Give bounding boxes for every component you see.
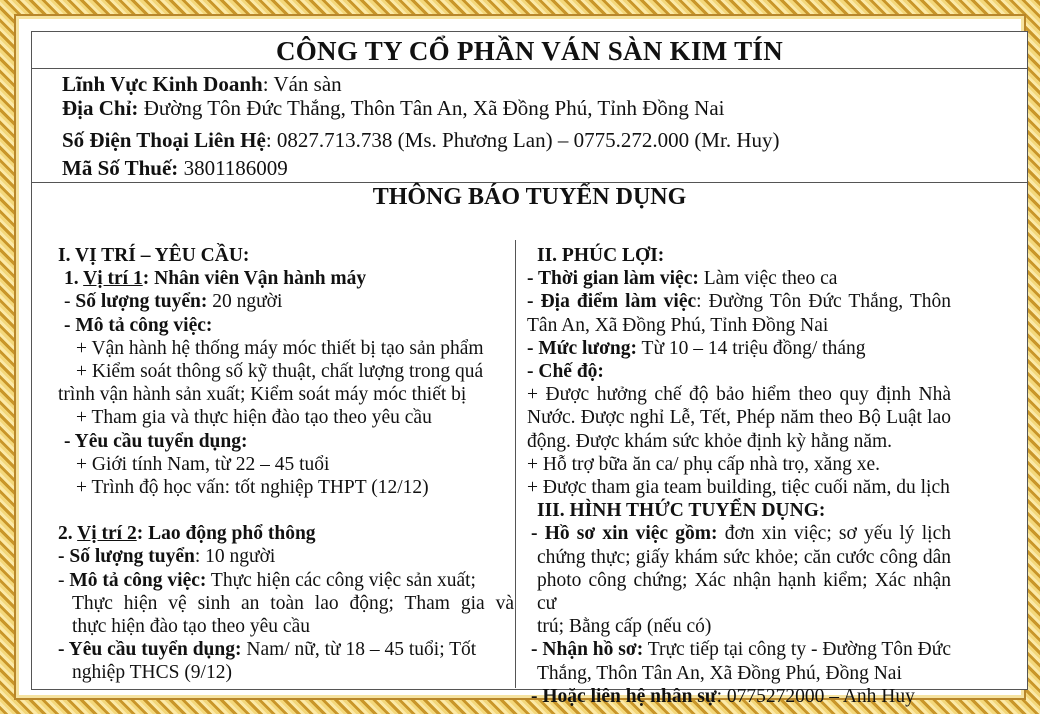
position-2-title: Lao động phổ thông	[148, 523, 316, 545]
position-2-description: - Mô tả công việc: Thực hiện các công việc sản xuất;	[58, 569, 476, 591]
work-time: - Thời gian làm việc: Làm việc theo ca	[527, 268, 838, 290]
business-field-value: Ván sàn	[273, 72, 342, 96]
regime-label: - Chế độ:	[527, 361, 604, 383]
notice-title: THÔNG BÁO TUYỂN DỤNG	[372, 184, 687, 210]
receive-documents: - Nhận hồ sơ: Trực tiếp tại công ty - Đường Tôn Đức	[531, 639, 951, 661]
list-item: + Tham gia và thực hiện đào tạo theo yêu cầu	[76, 407, 432, 429]
position-1-heading: 1. Vị trí 1: Nhân viên Vận hành máy	[64, 268, 367, 290]
benefits-title: II. PHÚC LỢI:	[537, 245, 665, 266]
text-line: photo công chứng; Xác nhận hạnh kiểm; Xác nhận cư	[537, 569, 951, 615]
position-1-quantity: - Số lượng tuyển: 20 người	[64, 291, 283, 313]
position-1-label: Vị trí 1	[83, 268, 143, 290]
position-2-quantity: - Số lượng tuyển: 10 người	[58, 546, 276, 568]
position-2-requirements: - Yêu cầu tuyển dụng: Nam/ nữ, từ 18 – 45 tuổi; Tốt	[58, 639, 477, 661]
documents: - Hồ sơ xin việc gồm: đơn xin việc; sơ yếu lý lịch	[531, 523, 951, 545]
address-value: Đường Tôn Đức Thắng, Thôn Tân An, Xã Đồng Phú, Tỉnh Đồng Nai	[143, 96, 725, 120]
address	[62, 96, 725, 120]
company-name: CÔNG TY CỔ PHẦN VÁN SÀN KIM TÍN	[275, 36, 784, 66]
list-item: + Giới tính Nam, từ 22 – 45 tuổi	[76, 453, 330, 475]
section-title: I. VỊ TRÍ – YÊU CẦU:	[58, 245, 250, 266]
salary: - Mức lương: Từ 10 – 14 triệu đồng/ tháng	[527, 337, 866, 359]
address-label: Địa Chỉ:	[62, 96, 139, 120]
list-item: + Kiểm soát thông số kỹ thuật, chất lượng trong quá	[76, 361, 484, 383]
text-line: + Được hưởng chế độ bảo hiểm theo quy định Nhà	[527, 384, 951, 406]
tax-code-label: Mã Số Thuế:	[62, 156, 179, 180]
text-line: động. Được khám sức khỏe định kỳ hằng năm.	[527, 430, 893, 452]
position-2-heading: 2. Vị trí 2: Lao động phổ thông	[58, 523, 316, 545]
business-field: Lĩnh Vực Kinh Doanh: Ván sàn	[62, 72, 342, 96]
phone: Số Điện Thoại Liên Hệ: 0827.713.738 (Ms. Phương Lan) – 0775.272.000 (Mr. Huy)	[62, 128, 780, 152]
divider	[32, 182, 1027, 183]
phone-value: 0827.713.738 (Ms. Phương Lan) – 0775.272.000 (Mr. Huy)	[276, 128, 780, 152]
hr-contact: - Hoặc liên hệ nhân sự: 0775272000 – Anh Huy	[531, 685, 915, 707]
tax-code	[62, 156, 288, 180]
text-line: Thực hiện vệ sinh an toàn lao động; Tham gia và	[72, 592, 514, 614]
text-line: Tân An, Xã Đồng Phú, Tỉnh Đồng Nai	[527, 314, 829, 336]
list-item: + Được tham gia team building, tiệc cuối năm, du lịch	[527, 477, 950, 499]
form-title: III. HÌNH THỨC TUYỂN DỤNG:	[537, 500, 826, 522]
benefits-column	[527, 244, 951, 708]
position-2-label: Vị trí 2	[77, 523, 137, 545]
text-line: chứng thực; giấy khám sức khỏe; căn cước công dân	[537, 546, 951, 568]
position-1-req-label: - Yêu cầu tuyển dụng:	[64, 430, 248, 452]
work-place: - Địa điểm làm việc: Đường Tôn Đức Thắng, Thôn	[527, 291, 952, 313]
position-1-desc-label: - Mô tả công việc:	[64, 314, 213, 336]
column-divider	[515, 240, 516, 688]
list-item: + Hỗ trợ bữa ăn ca/ phụ cấp nhà trọ, xăng xe.	[527, 453, 880, 475]
text-line: nghiệp THCS (9/12)	[72, 662, 232, 684]
text-line: Thắng, Thôn Tân An, Xã Đồng Phú, Đồng Nai	[537, 662, 902, 684]
text-line: thực hiện đào tạo theo yêu cầu	[72, 616, 310, 638]
text-line: trú; Bằng cấp (nếu có)	[537, 616, 712, 638]
business-field-label: Lĩnh Vực Kinh Doanh	[62, 72, 263, 96]
list-item: + Vận hành hệ thống máy móc thiết bị tạo sản phẩm	[76, 337, 484, 359]
divider	[32, 68, 1027, 69]
tax-code-value: 3801186009	[183, 156, 288, 180]
list-item: + Trình độ học vấn: tốt nghiệp THPT (12/12)	[76, 477, 429, 499]
position-1-title: Nhân viên Vận hành máy	[154, 268, 367, 290]
phone-label: Số Điện Thoại Liên Hệ	[62, 128, 266, 152]
recruitment-notice	[31, 31, 1028, 707]
positions-column	[58, 244, 514, 685]
list-item-continued: trình vận hành sản xuất; Kiểm soát máy móc thiết bị	[58, 384, 467, 406]
text-line: Nước. Được nghỉ Lễ, Tết, Phép năm theo Bộ Luật lao	[527, 407, 951, 429]
